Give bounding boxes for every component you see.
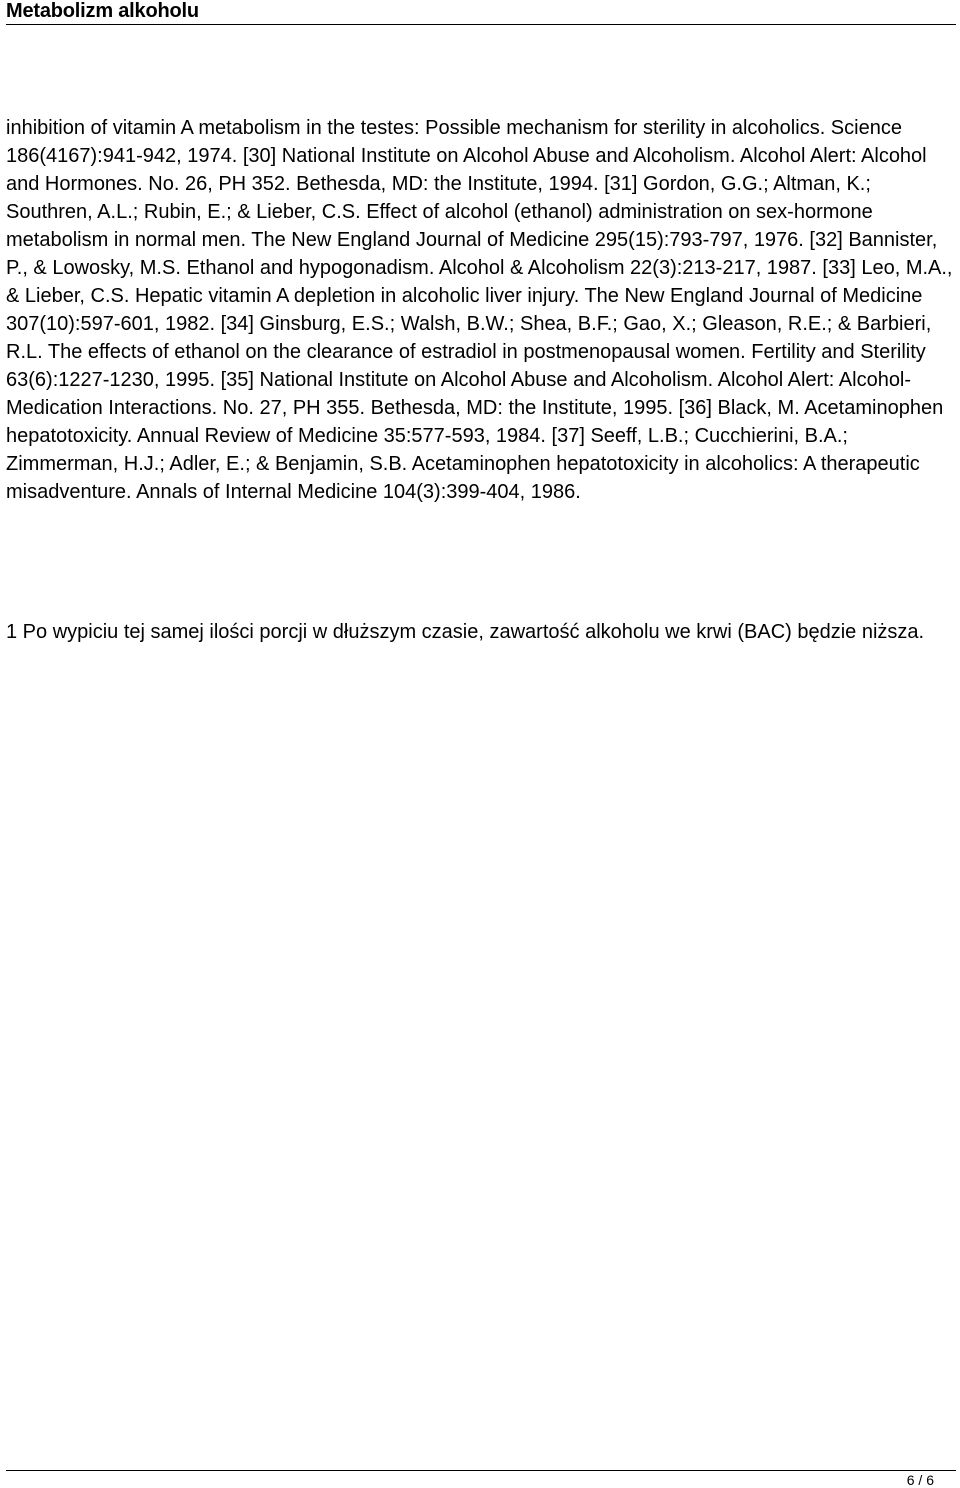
page-title: Metabolizm alkoholu [6,0,199,22]
footnote-paragraph: 1 Po wypiciu tej samej ilości porcji w dłuższym czasie, zawartość alkoholu we krwi (BAC) będzie niższa. [6,621,925,643]
header-divider [6,24,956,25]
references-paragraph: inhibition of vitamin A metabolism in the testes: Possible mechanism for sterility in alcoholics. Science 186(4167):941-942, 1974. [30] National Institute on Alcohol Abuse and Alcoholism. Alcohol Alert: Alcohol and Hormones. No. 26, PH 352. Bethesda, MD: the Institute, 1994. [31] Gordon, G.G.; Altman, K.; Southren, A.L.; Rubin, E.; & Lieber, C.S. Effect of alcohol (ethanol) administration on sex-hormone metabolism in normal men. The New England Journal of Medicine 295(15):793-797, 1976. [32] Bannister, P., & Lowosky, M.S. Ethanol and hypogonadism. Alcohol & Alcoholism 22(3):213-217, 1987. [33] Leo, M.A., & Lieber, C.S. Hepatic vitamin A depletion in alcoholic liver injury. The New England Journal of Medicine 307(10):597-601, 1982. [34] Ginsburg, E.S.; Walsh, B.W.; Shea, B.F.; Gao, X.; Gleason, R.E.; & Barbieri, R.L. The effects of ethanol on the clearance of estradiol in postmenopausal women. Fertility and Sterility 63(6):1227-1230, 1995. [35] National Institute on Alcohol Abuse and Alcoholism. Alcohol Alert: Alcohol-Medication Interactions. No. 27, PH 355. Bethesda, MD: the Institute, 1995. [36] Black, M. Acetaminophen hepatotoxicity. Annual Review of Medicine 35:577-593, 1984. [37] Seeff, L.B.; Cucchierini, B.A.; Zimmerman, H.J.; Adler, E.; & Benjamin, S.B. Acetaminophen hepatotoxicity in alcoholics: A therapeutic misadventure. Annals of Internal Medicine 104(3):399-404, 1986. [6,117,953,503]
page-number: 6 / 6 [906,1472,934,1488]
footer-divider [6,1470,956,1471]
